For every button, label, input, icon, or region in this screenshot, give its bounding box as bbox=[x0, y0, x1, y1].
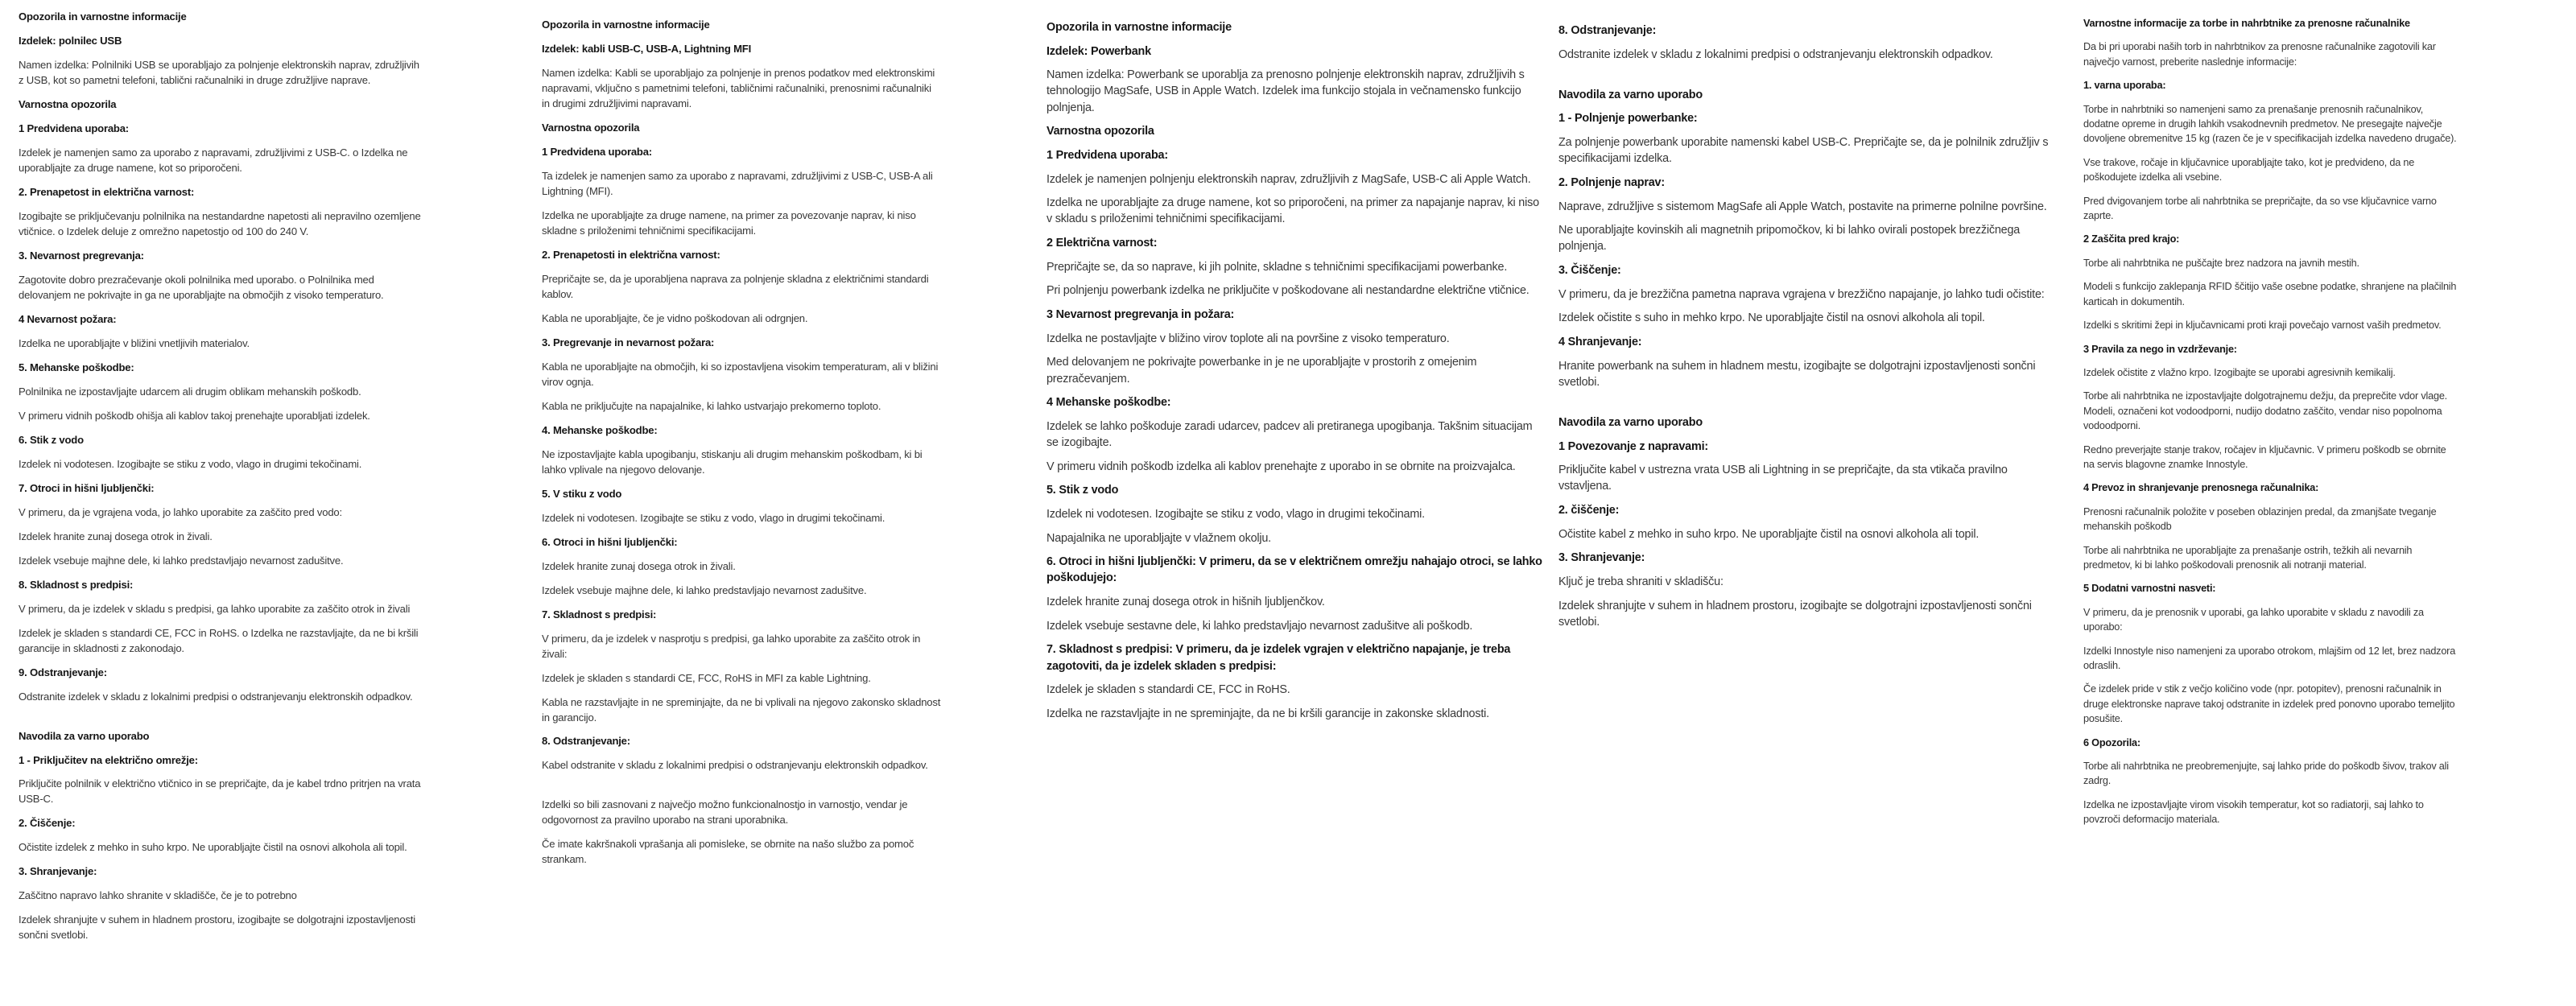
paragraph: Odstranite izdelek v skladu z lokalnimi predpisi o odstranjevanju elektronskih odpadkov. bbox=[1558, 47, 1993, 61]
section-heading: 2. čiščenje: bbox=[1558, 504, 1620, 517]
section-heading: 3. Čiščenje: bbox=[1558, 264, 1621, 278]
section-heading: Izdelek: polnilec USB bbox=[19, 34, 122, 47]
paragraph: Izdelki so bili zasnovani z največjo možno funkcionalnostjo in varnostjo, vendar je odgovornost za pravilno uporabo na strani uporabnika. bbox=[542, 798, 908, 827]
section-heading: 8. Odstranjevanje: bbox=[1558, 24, 1657, 37]
paragraph: V primeru vidnih poškodb ohišja ali kablov takoj prenehajte uporabljati izdelek. bbox=[19, 409, 370, 422]
section-heading: 3. Pregrevanje in nevarnost požara: bbox=[542, 336, 715, 348]
column-polnilec-usb bbox=[19, 10, 421, 952]
paragraph: Izdelek se lahko poškoduje zaradi udarcev, padcev ali pretiranega upogibanja. Takšnim situacijam se izogibajte. bbox=[1046, 419, 1533, 449]
paragraph: V primeru, da je vgrajena voda, jo lahko uporabite za zaščito pred vodo: bbox=[19, 505, 342, 518]
paragraph: Namen izdelka: Powerbank se uporablja za prenosno polnjenje elektronskih naprav, združljivih s tehnologijo MagSafe, USB in Apple Watch. Izdelek ima funkcijo stojala in večnamensko funkcijo polnjenja. bbox=[1046, 68, 1525, 114]
paragraph: Ključ je treba shraniti v skladišču: bbox=[1558, 575, 1724, 589]
paragraph: Kabla ne priključujte na napajalnike, ki lahko ustvarjajo prekomerno toploto. bbox=[542, 399, 881, 412]
section-heading: 8. Odstranjevanje: bbox=[542, 735, 630, 748]
paragraph: Zagotovite dobro prezračevanje okoli polnilnika med uporabo. o Polnilnika med delovanjem ne pokrivajte in ga ne uporabljajte na območjih z visoko temperaturo. bbox=[19, 273, 384, 301]
paragraph: V primeru, da je izdelek v nasprotju s predpisi, ga lahko uporabite za zaščito otrok in živali: bbox=[542, 632, 921, 660]
paragraph: Izdelek vsebuje sestavne dele, ki lahko predstavljajo nevarnost zadušitve ali poškodb. bbox=[1046, 619, 1473, 633]
section-heading: 8. Skladnost s predpisi: bbox=[19, 578, 134, 591]
paragraph: Izdelka ne izpostavljajte virom visokih temperatur, kot so radiatorji, saj lahko to povzroči deformacijo materiala. bbox=[2083, 798, 2424, 826]
paragraph: Torbe in nahrbtniki so namenjeni samo za prenašanje prenosnih računalnikov, dodatne opreme in drugih lahkih vsakodnevnih predmetov. Ne presegajte največje dovoljene obremenitve 15 kg (razen če je v specifikacijah izdelka navedeno drugače). bbox=[2083, 103, 2457, 145]
paragraph: Kabla ne razstavljajte in ne spreminjajte, da ne bi vplivali na njegovo zakonsko skladnost in garancijo. bbox=[542, 695, 941, 724]
paragraph: Ne uporabljajte kovinskih ali magnetnih pripomočkov, ki bi lahko ovirali postopek brezžičnega polnjenja. bbox=[1558, 224, 2021, 254]
section-heading: 1 - Polnjenje powerbanke: bbox=[1558, 112, 1698, 126]
section-heading: Izdelek: kabli USB-C, USB-A, Lightning MFI bbox=[542, 42, 752, 55]
section-heading: 6. Otroci in hišni ljubljenčki: V primeru, da se v električnem omrežju nahajajo otroci, se lahko poškodujejo: bbox=[1046, 555, 1542, 585]
section-heading: 5. Stik z vodo bbox=[1046, 484, 1119, 497]
section-heading: 9. Odstranjevanje: bbox=[19, 666, 107, 678]
paragraph: Izdelka ne uporabljajte za druge namene, kot so priporočeni, na primer za napajanje naprav, ki niso v skladu s priloženimi tehničnimi specifikacijami. bbox=[1046, 196, 1539, 226]
paragraph: Vse trakove, ročaje in ključavnice uporabljajte tako, kot je predvideno, da ne poškodujete izdelka ali vsebine. bbox=[2083, 156, 2415, 183]
paragraph: Izdelek hranite zunaj dosega otrok in hišnih ljubljenčkov. bbox=[1046, 596, 1325, 609]
paragraph: Za polnjenje powerbank uporabite namenski kabel USB-C. Prepričajte se, da je polnilnik združljiv s specifikacijami izdelka. bbox=[1558, 136, 2049, 166]
section-heading: 1 Predvidena uporaba: bbox=[542, 145, 652, 158]
section-heading: 3. Shranjevanje: bbox=[19, 865, 97, 878]
paragraph: Izdelki Innostyle niso namenjeni za uporabo otrokom, mlajšim od 12 let, brez nadzora odraslih. bbox=[2083, 645, 2456, 671]
paragraph: Izdelka ne razstavljajte in ne spreminjajte, da ne bi kršili garancije in zakonske skladnosti. bbox=[1046, 707, 1489, 720]
section-heading: 7. Otroci in hišni ljubljenčki: bbox=[19, 481, 155, 494]
paragraph: Naprave, združljive s sistemom MagSafe ali Apple Watch, postavite na primerne polnilne površine. bbox=[1558, 200, 2047, 213]
section-heading: 1 Povezovanje z napravami: bbox=[1558, 439, 1708, 453]
paragraph: Prepričajte se, da je uporabljena naprava za polnjenje skladna z električnimi standardi kablov. bbox=[542, 272, 929, 300]
paragraph: Izdelek shranjujte v suhem in hladnem prostoru, izogibajte se dolgotrajni izpostavljenosti sončni svetlobi. bbox=[19, 913, 415, 942]
section-heading: Opozorila in varnostne informacije bbox=[1046, 21, 1232, 34]
paragraph: Zaščitno napravo lahko shranite v skladišče, če je to potrebno bbox=[19, 889, 297, 902]
paragraph: Kabel odstranite v skladu z lokalnimi predpisi o odstranjevanju elektronskih odpadkov. bbox=[542, 759, 928, 772]
section-heading: Varnostna opozorila bbox=[542, 121, 640, 134]
paragraph: Modeli s funkcijo zaklepanja RFID ščitijo vaše osebne podatke, shranjene na plačilnih karticah in dokumentih. bbox=[2083, 281, 2457, 307]
paragraph: Namen izdelka: Polnilniki USB se uporabljajo za polnjenje elektronskih naprav, združljivih z USB, kot so pametni telefoni, tablični računalniki in druge združljive naprave. bbox=[19, 58, 419, 86]
paragraph: Izdelek vsebuje majhne dele, ki lahko predstavljajo nevarnost zadušitve. bbox=[19, 554, 344, 567]
paragraph: Izdelki s skritimi žepi in ključavnicami proti kraji povečajo varnost vaših predmetov. bbox=[2083, 320, 2442, 332]
paragraph: Izdelek je namenjen polnjenju elektronskih naprav, združljivih z MagSafe, USB-C ali Apple Watch. bbox=[1046, 172, 1531, 186]
section-heading: Navodila za varno uporabo bbox=[1558, 416, 1703, 429]
section-heading: Varnostna opozorila bbox=[19, 97, 117, 110]
paragraph: Med delovanjem ne pokrivajte powerbanke in je ne uporabljajte v prostorih z omejenim prezračevanjem. bbox=[1046, 356, 1477, 385]
paragraph: Prepričajte se, da so naprave, ki jih polnite, skladne s tehničnimi specifikacijami powerbanke. bbox=[1046, 260, 1508, 274]
paragraph: Pred dvigovanjem torbe ali nahrbtnika se prepričajte, da so vse ključavnice varno zaprte. bbox=[2083, 195, 2437, 222]
section-heading: 6 Opozorila: bbox=[2083, 736, 2140, 748]
section-heading: 2. Polnjenje naprav: bbox=[1558, 175, 1665, 189]
paragraph: Izdelka ne postavljajte v bližino virov toplote ali na površine z visoko temperaturo. bbox=[1046, 332, 1450, 345]
section-heading: Varnostna opozorila bbox=[1046, 125, 1154, 138]
paragraph: Napajalnika ne uporabljajte v vlažnem okolju. bbox=[1046, 531, 1271, 545]
section-heading: 1 - Priključitev na električno omrežje: bbox=[19, 753, 198, 766]
paragraph: V primeru, da je izdelek v skladu s predpisi, ga lahko uporabite za zaščito otrok in živali bbox=[19, 602, 411, 615]
paragraph: Ne izpostavljajte kabla upogibanju, stiskanju ali drugim mehanskim poškodbam, ki bi lahko vplivale na njegovo delovanje. bbox=[542, 447, 923, 476]
section-heading: 2 Zaščita pred krajo: bbox=[2083, 233, 2180, 245]
section-heading: Opozorila in varnostne informacije bbox=[19, 10, 187, 23]
section-heading: 3 Nevarnost pregrevanja in požara: bbox=[1046, 308, 1235, 322]
column-kabli-usb bbox=[542, 18, 942, 876]
paragraph: Redno preverjajte stanje trakov, ročajev in ključavnic. V primeru poškodb se obrnite na servis blagovne znamke Innostyle. bbox=[2083, 443, 2446, 470]
column-torbe-nahrbtniki bbox=[2083, 16, 2458, 836]
paragraph: Izdelek ni vodotesen. Izogibajte se stiku z vodo, vlago in drugimi tekočinami. bbox=[542, 511, 886, 524]
column-powerbank bbox=[1046, 19, 1542, 730]
paragraph: Izdelek vsebuje majhne dele, ki lahko predstavljajo nevarnost zadušitve. bbox=[542, 583, 867, 596]
paragraph: Da bi pri uporabi naših torb in nahrbtnikov za prenosne računalnike zagotovili kar največjo varnost, preberite naslednje informacije: bbox=[2083, 41, 2436, 68]
paragraph: V primeru, da je brezžična pametna naprava vgrajena v brezžično napajanje, jo lahko tudi očistite: bbox=[1558, 287, 2045, 301]
section-heading: 6. Stik z vodo bbox=[19, 433, 84, 446]
paragraph: V primeru, da je prenosnik v uporabi, ga lahko uporabite v skladu z navodili za uporabo: bbox=[2083, 606, 2424, 633]
paragraph: Prenosni računalnik položite v poseben oblazinjen predal, da zmanjšate tveganje mehanskih poškodb bbox=[2083, 505, 2437, 533]
section-heading: Izdelek: Powerbank bbox=[1046, 44, 1151, 58]
paragraph: Očistite kabel z mehko in suho krpo. Ne uporabljajte čistil na osnovi alkohola ali topil. bbox=[1558, 527, 1979, 541]
section-heading: 3. Shranjevanje: bbox=[1558, 551, 1645, 565]
paragraph: Priključite kabel v ustrezna vrata USB ali Lightning in se prepričajte, da sta vtikača pravilno vstavljena. bbox=[1558, 464, 2008, 493]
paragraph: Hranite powerbank na suhem in hladnem mestu, izogibajte se dolgotrajni izpostavljenosti sončni svetlobi. bbox=[1558, 359, 2036, 389]
section-heading: 5. V stiku z vodo bbox=[542, 487, 622, 500]
section-heading: 6. Otroci in hišni ljubljenčki: bbox=[542, 535, 678, 548]
section-heading: Navodila za varno uporabo bbox=[1558, 88, 1703, 101]
paragraph: Izdelek hranite zunaj dosega otrok in živali. bbox=[19, 530, 213, 542]
section-heading: 4. Mehanske poškodbe: bbox=[542, 423, 658, 436]
paragraph: Izdelka ne uporabljajte v bližini vnetljivih materialov. bbox=[19, 336, 250, 349]
section-heading: 4 Prevoz in shranjevanje prenosnega računalnika: bbox=[2083, 482, 2319, 494]
paragraph: Izdelek hranite zunaj dosega otrok in živali. bbox=[542, 559, 736, 572]
paragraph: Kabla ne uporabljajte, če je vidno poškodovan ali odrgnjen. bbox=[542, 311, 808, 324]
paragraph: Očistite izdelek z mehko in suho krpo. Ne uporabljajte čistil na osnovi alkohola ali topil. bbox=[19, 841, 407, 854]
section-heading: 5 Dodatni varnostni nasveti: bbox=[2083, 583, 2216, 595]
section-heading: 7. Skladnost s predpisi: V primeru, da je izdelek vgrajen v električno napajanje, je treba zagotoviti, da je izdelek skladen s predpisi: bbox=[1046, 643, 1511, 673]
paragraph: Odstranite izdelek v skladu z lokalnimi predpisi o odstranjevanju elektronskih odpadkov. bbox=[19, 690, 413, 703]
paragraph: Torbe ali nahrbtnika ne preobremenjujte, saj lahko pride do poškodb šivov, trakov ali zadrg. bbox=[2083, 761, 2449, 787]
section-heading: Opozorila in varnostne informacije bbox=[542, 19, 710, 31]
paragraph: Izdelek shranjujte v suhem in hladnem prostoru, izogibajte se dolgotrajni izpostavljenosti sončni svetlobi. bbox=[1558, 599, 2032, 629]
paragraph: Če imate kakršnakoli vprašanja ali pomisleke, se obrnite na našo službo za pomoč strankam. bbox=[542, 838, 914, 866]
paragraph: Kabla ne uporabljajte na območjih, ki so izpostavljena visokim temperaturam, ali v bližini virov ognja. bbox=[542, 360, 939, 388]
paragraph: Ta izdelek je namenjen samo za uporabo z napravami, združljivimi z USB-C, USB-A ali Lightning (MFI). bbox=[542, 169, 933, 197]
paragraph: Polnilnika ne izpostavljajte udarcem ali drugim oblikam mehanskih poškodb. bbox=[19, 385, 361, 398]
section-heading: 1 Predvidena uporaba: bbox=[19, 122, 129, 134]
section-heading: 4 Shranjevanje: bbox=[1558, 336, 1642, 349]
section-heading: 7. Skladnost s predpisi: bbox=[542, 608, 657, 621]
section-heading: 2. Prenapetost in električna varnost: bbox=[19, 185, 195, 198]
section-heading: 2. Prenapetosti in električna varnost: bbox=[542, 248, 720, 261]
paragraph: Izogibajte se priključevanju polnilnika na nestandardne napetosti ali nepravilno ozemljene vtičnice. o Izdelek deluje z omrežno napetostjo od 100 do 240 V. bbox=[19, 209, 421, 237]
section-heading: 4 Mehanske poškodbe: bbox=[1046, 396, 1171, 410]
paragraph: Torbe ali nahrbtnika ne puščajte brez nadzora na javnih mestih. bbox=[2083, 257, 2359, 269]
paragraph: Izdelek je skladen s standardi CE, FCC in RoHS. o Izdelka ne razstavljajte, da ne bi kršili garancije in skladnosti z zakonodajo. bbox=[19, 626, 419, 654]
column-powerbank-navodila bbox=[1558, 23, 2054, 638]
paragraph: Torbe ali nahrbtnika ne uporabljajte za prenašanje ostrih, težkih ali nevarnih predmetov, ki bi lahko poškodovali prenosnik ali notranji material. bbox=[2083, 544, 2413, 571]
section-heading: 5. Mehanske poškodbe: bbox=[19, 361, 134, 373]
paragraph: Namen izdelka: Kabli se uporabljajo za polnjenje in prenos podatkov med elektronskimi napravami, vključno s pametnimi telefoni, tabličnimi računalniki, prenosnimi računalniki in drugimi združljivimi napravami. bbox=[542, 66, 935, 109]
section-heading: 3. Nevarnost pregrevanja: bbox=[19, 249, 144, 262]
section-heading: 3 Pravila za nego in vzdrževanje: bbox=[2083, 343, 2237, 355]
paragraph: Pri polnjenju powerbank izdelka ne priključite v poškodovane ali nestandardne električne vtičnice. bbox=[1046, 284, 1530, 298]
section-heading: Varnostne informacije za torbe in nahrbtnike za prenosne računalnike bbox=[2083, 18, 2410, 29]
paragraph: Izdelek ni vodotesen. Izogibajte se stiku z vodo, vlago in drugimi tekočinami. bbox=[1046, 507, 1425, 521]
paragraph: Torbe ali nahrbtnika ne izpostavljajte dolgotrajnemu dežju, da preprečite vdor vlage. Modeli, označeni kot vodoodporni, nudijo dodatno zaščito, vendar niso popolnoma vodoodporni. bbox=[2083, 390, 2448, 432]
section-heading: 2 Električna varnost: bbox=[1046, 237, 1158, 250]
section-heading: Navodila za varno uporabo bbox=[19, 729, 150, 742]
section-heading: 1. varna uporaba: bbox=[2083, 80, 2166, 92]
paragraph: Priključite polnilnik v električno vtičnico in se prepričajte, da je kabel trdno pritrjen na vrata USB-C. bbox=[19, 777, 421, 806]
paragraph: Če izdelek pride v stik z večjo količino vode (npr. potopitev), prenosni računalnik in druge elektronske naprave takoj odstranite in izdelek pred ponovno uporabo temeljito posušite. bbox=[2083, 683, 2455, 725]
paragraph: Izdelek ni vodotesen. Izogibajte se stiku z vodo, vlago in drugimi tekočinami. bbox=[19, 457, 362, 470]
section-heading: 4 Nevarnost požara: bbox=[19, 312, 117, 325]
paragraph: Izdelka ne uporabljajte za druge namene, na primer za povezovanje naprav, ki niso skladne s priloženimi tehničnimi specifikacijami. bbox=[542, 208, 916, 237]
section-heading: 2. Čiščenje: bbox=[19, 817, 76, 830]
section-heading: 1 Predvidena uporaba: bbox=[1046, 148, 1168, 162]
paragraph: Izdelek očistite z vlažno krpo. Izogibajte se uporabi agresivnih kemikalij. bbox=[2083, 366, 2396, 378]
paragraph: Izdelek očistite s suho in mehko krpo. Ne uporabljajte čistil na osnovi alkohola ali topil. bbox=[1558, 311, 1985, 325]
paragraph: Izdelek je skladen s standardi CE, FCC, RoHS in MFI za kable Lightning. bbox=[542, 671, 871, 684]
paragraph: Izdelek je skladen s standardi CE, FCC in RoHS. bbox=[1046, 683, 1290, 697]
paragraph: Izdelek je namenjen samo za uporabo z napravami, združljivimi z USB-C. o Izdelka ne uporabljajte za druge namene, kot so priporočeni. bbox=[19, 146, 408, 174]
paragraph: V primeru vidnih poškodb izdelka ali kablov prenehajte z uporabo in se obrnite na proizvajalca. bbox=[1046, 460, 1516, 473]
